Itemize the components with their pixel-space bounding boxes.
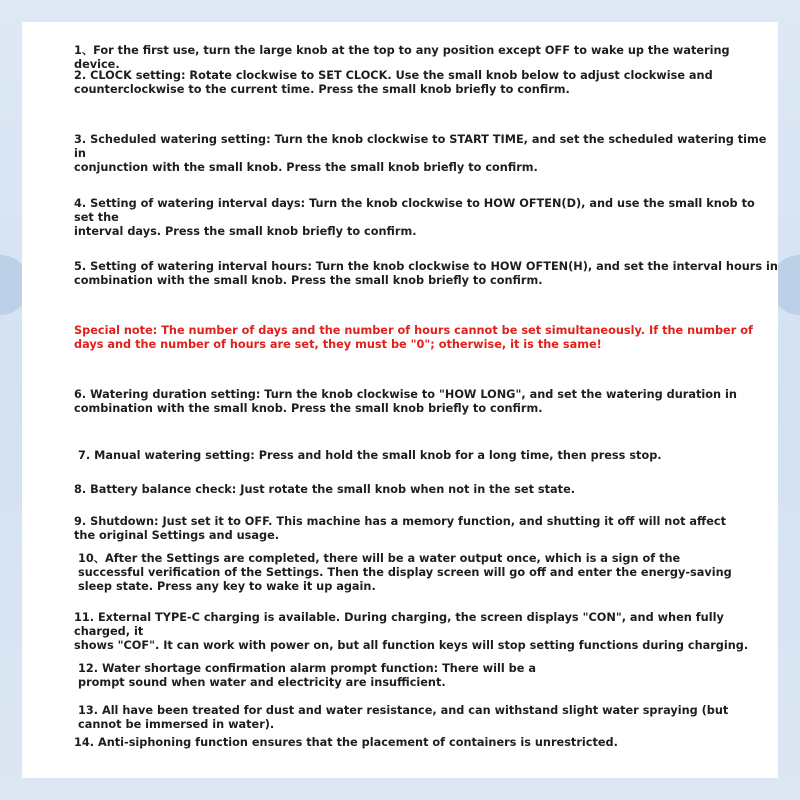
instruction-item-8: 8. Battery balance check: Just rotate the small knob when not in the set state. xyxy=(74,483,576,496)
instruction-item-2: 2. CLOCK setting: Rotate clockwise to SET CLOCK. Use the small knob below to adjust clockwise and counterclockwise to the current time. Press the small knob briefly to confirm. xyxy=(74,69,713,96)
instruction-item-13: 13. All have been treated for dust and water resistance, and can withstand slight water spraying (but cannot be immersed in water). xyxy=(78,704,729,731)
instruction-item-5: 5. Setting of watering interval hours: Turn the knob clockwise to HOW OFTEN(H), and set the interval hours in combination with the small knob. Press the small knob briefly to confirm. xyxy=(74,260,778,287)
instruction-item-3: 3. Scheduled watering setting: Turn the knob clockwise to START TIME, and set the scheduled watering time in conjunction with the small knob. Press the small knob briefly to confirm. xyxy=(74,133,767,174)
special-note: Special note: The number of days and the number of hours cannot be set simultaneously. If the number of days and the number of hours are set, they must be "0"; otherwise, it is the same! xyxy=(74,324,753,351)
instruction-item-11: 11. External TYPE-C charging is available. During charging, the screen displays "CON", and when fully charged, it shows "COF". It can work with power on, but all function keys will stop setting functions during charging. xyxy=(74,611,749,652)
instruction-item-14: 14. Anti-siphoning function ensures that the placement of containers is unrestricted. xyxy=(74,736,618,749)
instruction-item-1: 1、For the first use, turn the large knob at the top to any position except OFF to wake up the watering device. xyxy=(74,44,734,71)
instruction-item-12: 12. Water shortage confirmation alarm prompt function: There will be a prompt sound when water and electricity are insufficient. xyxy=(78,662,536,689)
instruction-item-6: 6. Watering duration setting: Turn the knob clockwise to "HOW LONG", and set the watering duration in combination with the small knob. Press the small knob briefly to confirm. xyxy=(74,388,737,415)
instruction-item-7: 7. Manual watering setting: Press and hold the small knob for a long time, then press stop. xyxy=(78,449,662,462)
instruction-item-4: 4. Setting of watering interval days: Turn the knob clockwise to HOW OFTEN(D), and use the small knob to set the interval days. Press the small knob briefly to confirm. xyxy=(74,197,755,238)
instruction-sheet xyxy=(22,22,778,778)
instruction-item-9: 9. Shutdown: Just set it to OFF. This machine has a memory function, and shutting it off will not affect the original Settings and usage. xyxy=(74,515,726,542)
instruction-item-10: 10、After the Settings are completed, there will be a water output once, which is a sign of the successful verification of the Settings. Then the display screen will go off and enter the energy-saving sleep state. Press any key to wake it up again. xyxy=(78,552,732,593)
